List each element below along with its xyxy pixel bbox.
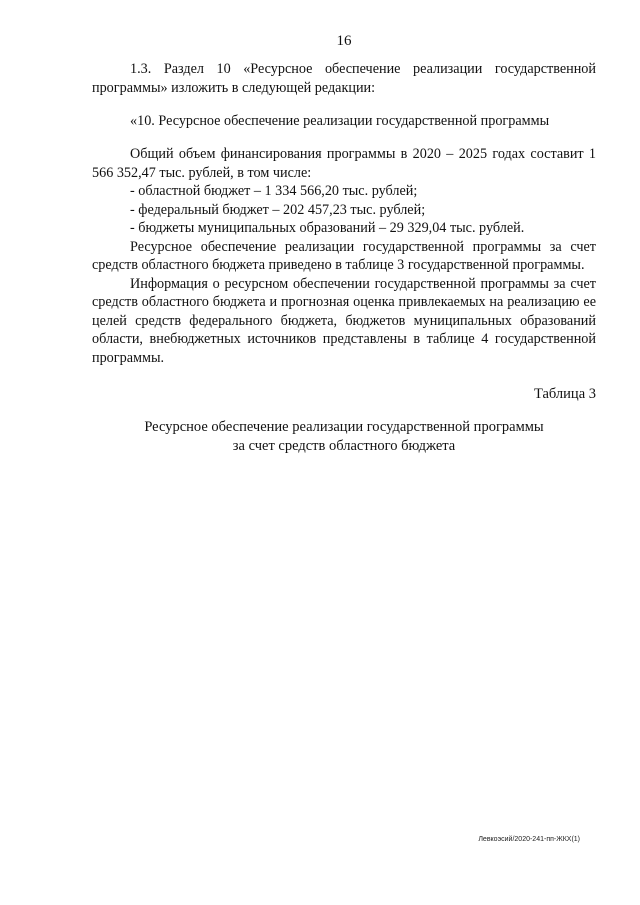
table-title-line-2: за счет средств областного бюджета <box>232 437 456 454</box>
resource-info-paragraph: Информация о ресурсном обеспечении государственной программы за счет средств областного бюджета и прогнозная оценка привлекаемых на реализацию ее целей средств федерального бюджета, бюджетов муниципальных образований области, внебюджетных источников представлены в таблице 4 государственной программы. <box>92 275 596 366</box>
table-title <box>92 418 596 455</box>
section-heading: «10. Ресурсное обеспечение реализации государственной программы <box>130 113 550 129</box>
table-label: Таблица 3 <box>533 386 596 402</box>
funding-item-regional: - областной бюджет – 1 334 566,20 тыс. рублей; <box>130 183 418 199</box>
intro-block <box>92 60 596 97</box>
regional-budget-paragraph: Ресурсное обеспечение реализации государственной программы за счет средств областного бюджета приведено в таблице 3 государственной программы. <box>92 238 596 273</box>
footer-document-code: Левкоэсий/2020-241-пп-ЖКХ(1) <box>478 836 580 843</box>
table-title-line-1: Ресурсное обеспечение реализации государственной программы <box>144 419 544 435</box>
page-number: 16 <box>336 33 352 49</box>
body-block <box>92 145 596 367</box>
intro-paragraph: 1.3. Раздел 10 «Ресурсное обеспечение реализации государственной программы» изложить в следующей редакции: <box>92 61 596 96</box>
funding-item-federal: - федеральный бюджет – 202 457,23 тыс. рублей; <box>130 201 426 218</box>
funding-item-municipal: - бюджеты муниципальных образований – 29 329,04 тыс. рублей. <box>130 220 525 236</box>
section-heading-block <box>92 112 596 131</box>
total-funding-paragraph: Общий объем финансирования программы в 2020 – 2025 годах составит 1 566 352,47 тыс. рублей, в том числе: <box>92 146 596 181</box>
